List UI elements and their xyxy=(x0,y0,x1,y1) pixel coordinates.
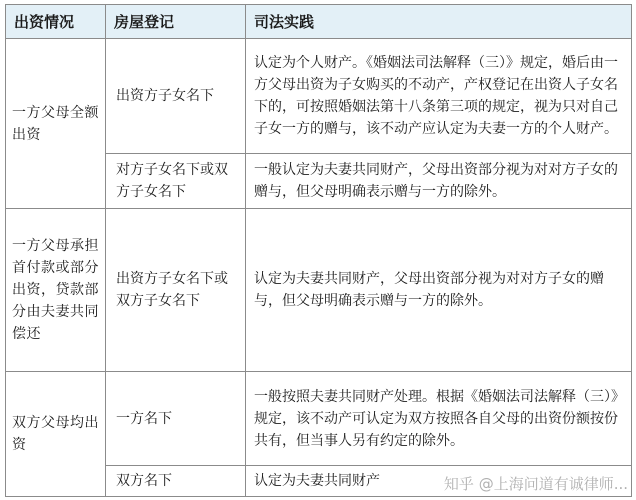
registration-cell: 一方名下 xyxy=(106,372,246,466)
header-row xyxy=(6,5,632,39)
practice-cell: 认定为夫妻共同财产 xyxy=(246,466,632,497)
header-funding: 出资情况 xyxy=(6,5,106,39)
funding-cell: 双方父母均出资 xyxy=(6,372,106,497)
funding-cell: 一方父母全额出资 xyxy=(6,39,106,209)
registration-cell: 对方子女名下或双方子女名下 xyxy=(106,154,246,209)
registration-cell: 出资方子女名下 xyxy=(106,39,246,154)
practice-cell: 一般认定为夫妻共同财产，父母出资部分视为对对方子女的赠与，但父母明确表示赠与一方的除外。 xyxy=(246,154,632,209)
header-registration: 房屋登记 xyxy=(106,5,246,39)
table-row xyxy=(6,39,632,154)
practice-cell: 一般按照夫妻共同财产处理。根据《婚姻法司法解释（三）》规定，该不动产可认定为双方按照各自父母的出资份额按份共有，但当事人另有约定的除外。 xyxy=(246,372,632,466)
practice-cell: 认定为夫妻共同财产，父母出资部分视为对对方子女的赠与，但父母明确表示赠与一方的除外。 xyxy=(246,209,632,372)
table-row xyxy=(6,209,632,372)
table-row xyxy=(6,372,632,466)
registration-cell: 出资方子女名下或双方子女名下 xyxy=(106,209,246,372)
header-practice: 司法实践 xyxy=(246,5,632,39)
legal-practice-table xyxy=(5,4,632,497)
funding-cell: 一方父母承担首付款或部分出资，贷款部分由夫妻共同偿还 xyxy=(6,209,106,372)
practice-cell: 认定为个人财产。《婚姻法司法解释（三）》规定，婚后由一方父母出资为子女购买的不动产，产权登记在出资人子女名下的，可按照婚姻法第十八条第三项的规定，视为只对自己子女一方的赠与，该不动产应认定为夫妻一方的个人财产。 xyxy=(246,39,632,154)
registration-cell: 双方名下 xyxy=(106,466,246,497)
watermark: 知乎 @上海问道有诚律师... xyxy=(443,475,628,493)
